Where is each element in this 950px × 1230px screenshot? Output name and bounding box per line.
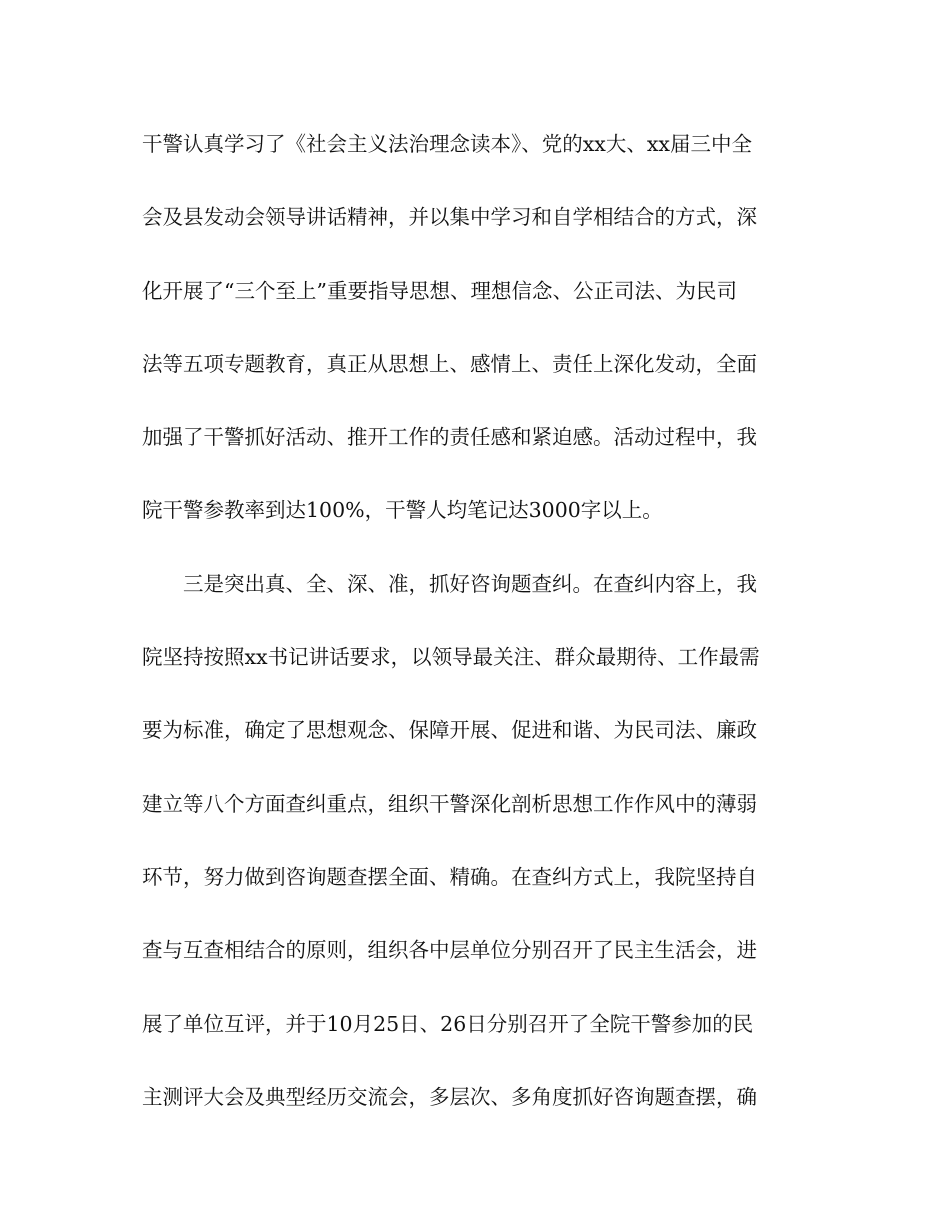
text-line: 院干警参教率到达100%，干警人均笔记达3000字以上。: [142, 498, 663, 523]
text-line: 加强了干警抓好活动、推开工作的责任感和紧迫感。活动过程中，我: [142, 425, 757, 450]
text-line: 查与互查相结合的原则，组织各中层单位分别召开了民主生活会，进: [142, 938, 757, 963]
paragraph-start-line: 三是突出真、全、深、准，抓好咨询题查纠。在查纠内容上，我: [183, 571, 757, 596]
text-line: 要为标准，确定了思想观念、保障开展、促进和谐、为民司法、廉政: [142, 718, 757, 743]
text-line: 建立等八个方面查纠重点，组织干警深化剖析思想工作作风中的薄弱: [142, 791, 757, 816]
document-body: [142, 124, 810, 1150]
text-line: 化开展了“三个至上”重要指导思想、理想信念、公正司法、为民司: [142, 278, 737, 303]
text-line: 主测评大会及典型经历交流会，多层次、多角度抓好咨询题查摆，确: [142, 1084, 757, 1109]
text-line: 干警认真学习了《社会主义法治理念读本》、党的xx大、xx届三中全: [142, 132, 752, 156]
text-line: 法等五项专题教育，真正从思想上、感情上、责任上深化发动，全面: [142, 351, 757, 376]
text-line: 环节，努力做到咨询题查摆全面、精确。在查纠方式上，我院坚持自: [142, 864, 757, 889]
text-line: 院坚持按照xx书记讲话要求，以领导最关注、群众最期待、工作最需: [142, 645, 760, 670]
text-line: 展了单位互评，并于10月25日、26日分别召开了全院干警参加的民: [142, 1011, 754, 1036]
text-line: 会及县发动会领导讲话精神，并以集中学习和自学相结合的方式，深: [142, 205, 757, 230]
